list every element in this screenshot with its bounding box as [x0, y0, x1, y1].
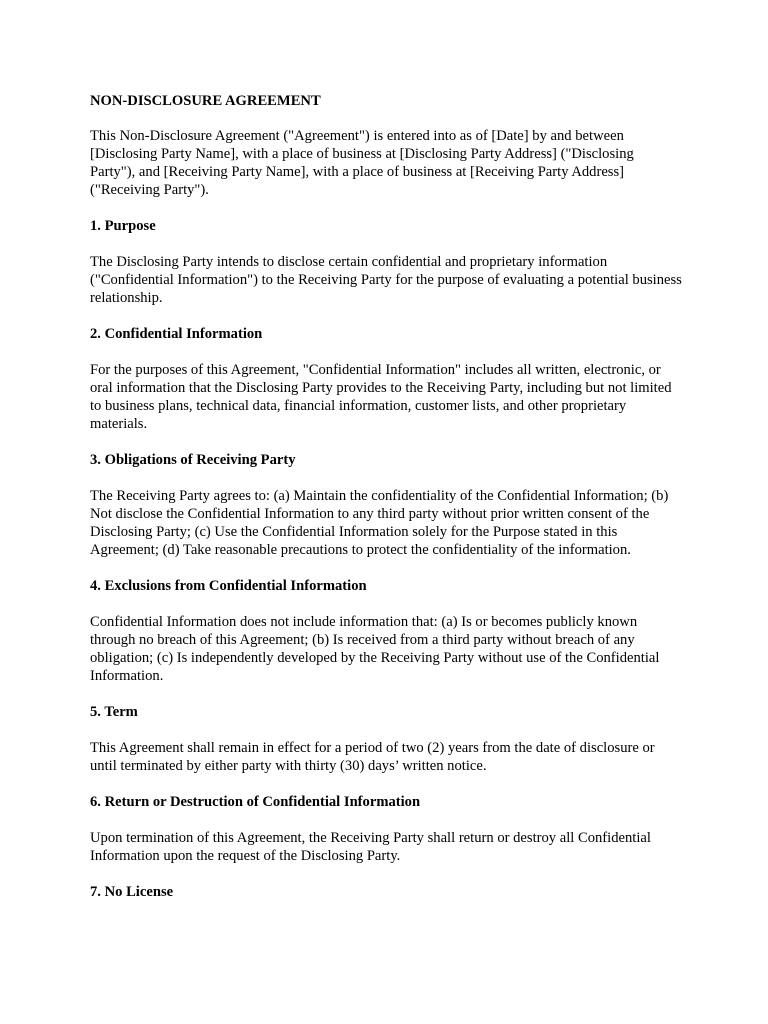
- section-body: Confidential Information does not include information that: (a) Is or becomes publicly known through no breach of this Agreement; (b) Is received from a third party without breach of any obligation; (c) Is independently developed by the Receiving Party without use of the Confidential Information.: [90, 614, 660, 684]
- section-heading: 5. Term: [90, 704, 138, 720]
- intro-paragraph: This Non-Disclosure Agreement ("Agreement") is entered into as of [Date] by and between [Disclosing Party Name], with a place of business at [Disclosing Party Address] ("Disclosing Party"), and [Receiving Party Name], with a place of business at [Receiving Party Address] ("Receiving Party").: [90, 128, 634, 198]
- section-heading: 2. Confidential Information: [90, 326, 263, 342]
- section-purpose: [90, 217, 682, 307]
- section-exclusions: [90, 577, 682, 685]
- document-page: [90, 92, 682, 919]
- section-heading: 6. Return or Destruction of Confidential Information: [90, 794, 421, 810]
- section-body: The Receiving Party agrees to: (a) Maintain the confidentiality of the Confidential Information; (b) Not disclose the Confidential Information to any third party without prior written consent of the Disclosing Party; (c) Use the Confidential Information solely for the Purpose stated in this Agreement; (d) Take reasonable precautions to protect the confidentiality of the information.: [90, 488, 669, 558]
- section-return-destruction: [90, 793, 682, 865]
- section-body: The Disclosing Party intends to disclose certain confidential and proprietary information ("Confidential Information") to the Receiving Party for the purpose of evaluating a potential business relationship.: [90, 254, 682, 306]
- section-heading: 1. Purpose: [90, 218, 156, 234]
- section-no-license: [90, 883, 682, 901]
- section-term: [90, 703, 682, 775]
- section-heading: 7. No License: [90, 884, 174, 900]
- section-heading: 4. Exclusions from Confidential Information: [90, 578, 367, 594]
- section-obligations: [90, 451, 682, 559]
- section-confidential-information: [90, 325, 682, 433]
- section-body: Upon termination of this Agreement, the Receiving Party shall return or destroy all Confidential Information upon the request of the Disclosing Party.: [90, 830, 651, 864]
- section-body: For the purposes of this Agreement, "Confidential Information" includes all written, electronic, or oral information that the Disclosing Party provides to the Receiving Party, including but not limited to business plans, technical data, financial information, customer lists, and other proprietary materials.: [90, 362, 672, 432]
- section-heading: 3. Obligations of Receiving Party: [90, 452, 296, 468]
- document-title: NON-DISCLOSURE AGREEMENT: [90, 93, 321, 109]
- section-body: This Agreement shall remain in effect for a period of two (2) years from the date of disclosure or until terminated by either party with thirty (30) days’ written notice.: [90, 740, 655, 774]
